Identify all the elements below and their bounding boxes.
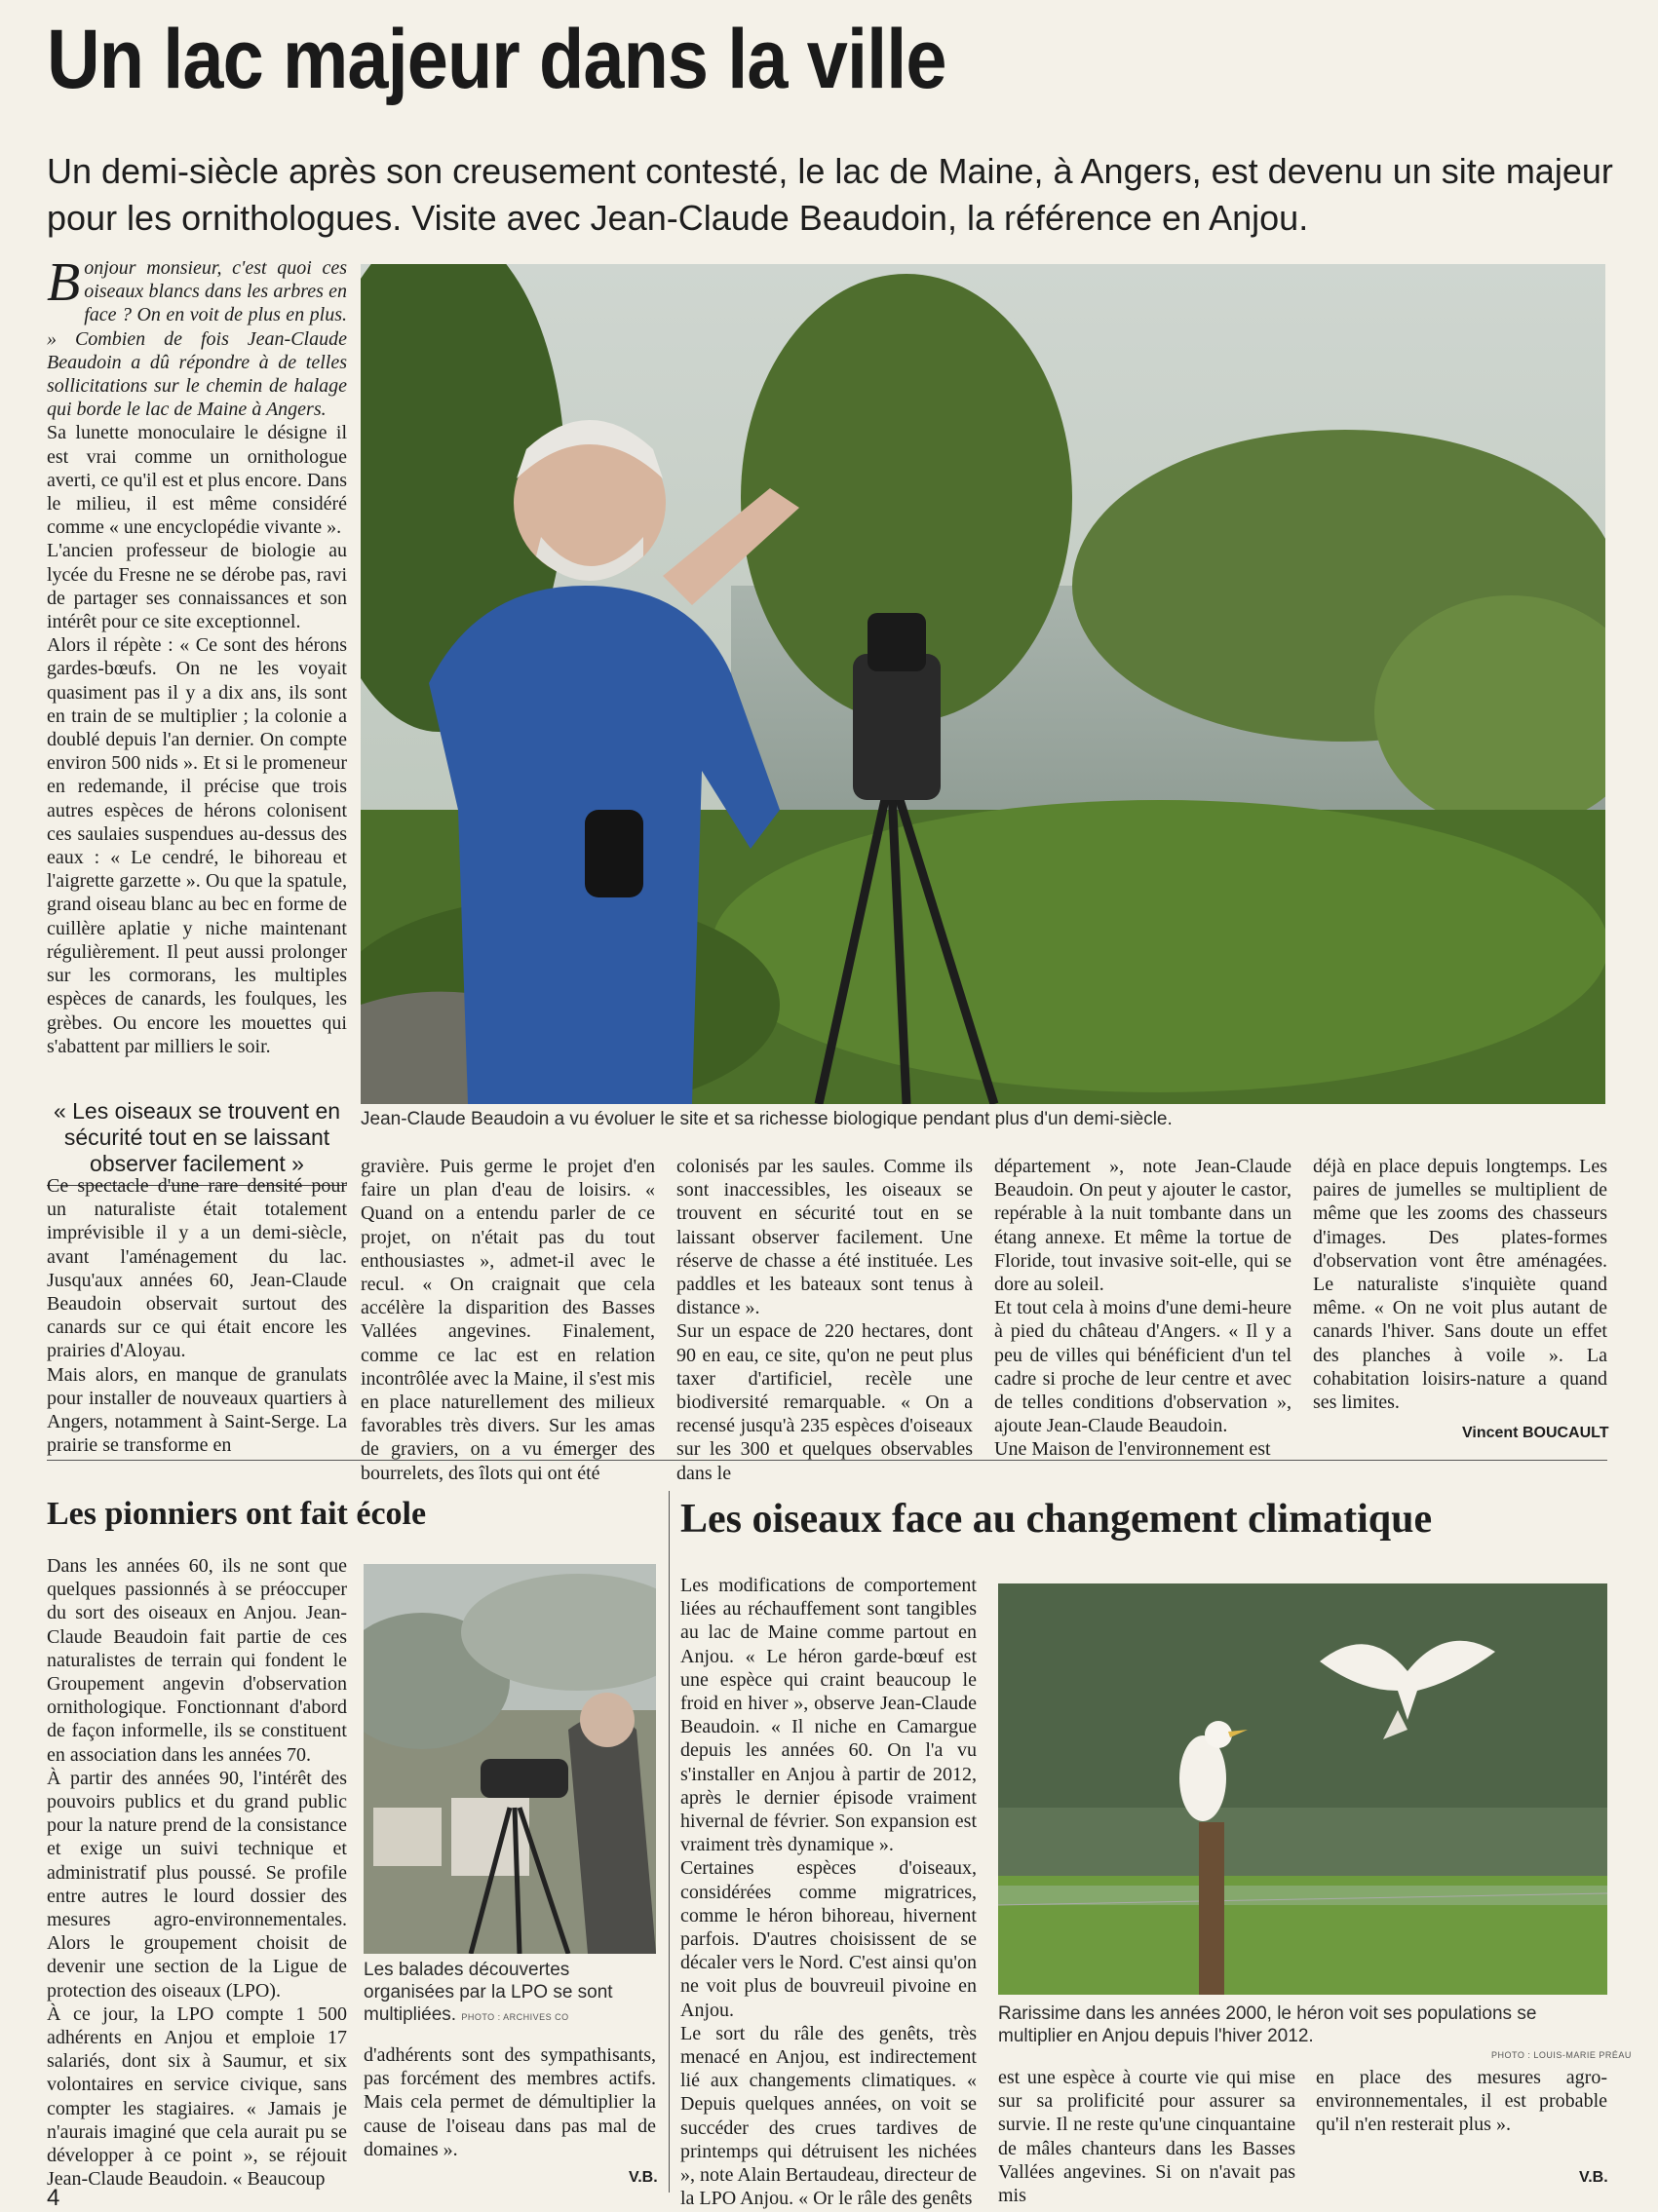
sidebar1-signature: V.B.: [629, 2169, 658, 2186]
dropcap: B: [47, 252, 81, 313]
sidebar1-title: Les pionniers ont fait école: [47, 1496, 427, 1532]
sidebar2-photo-caption: Rarissime dans les années 2000, le héron voit ses populations se multiplier en Anjou depuis l'hiver 2012.: [998, 2003, 1537, 2046]
sidebar2-photo: [998, 1583, 1607, 1995]
paragraph: Ce spectacle d'une rare densité pour un naturaliste était totalement imprévisible il y a un demi-siècle, avant l'aménagement du lac. Jusqu'aux années 60, Jean-Claude Beaudoin observait surtout des canards sur ce qui était encore les prairies d'Aloyau.: [47, 1175, 347, 1362]
paragraph: Et tout cela à moins d'une demi-heure à pied du château d'Angers. « Il y a peu de villes qui bénéficient d'un tel cadre si proche de leur centre et avec de telles conditions d'observation », ajoute Jean-Claude Beaudoin.: [994, 1297, 1292, 1437]
main-article-col5: [1313, 1155, 1607, 1414]
main-article-col4: [994, 1155, 1292, 1462]
paragraph: L'ancien professeur de biologie au lycée du Fresne ne se dérobe pas, ravi de partager ses connaissances et son intérêt pour ce site exceptionnel.: [47, 540, 347, 633]
photo-credit: PHOTO : LOUIS-MARIE PRÉAU: [1491, 2050, 1632, 2060]
paragraph: colonisés par les saules. Comme ils sont inaccessibles, les oiseaux se trouvent en sécurité tout en se laissant observer facilement. Une réserve de chasse a été instituée. Les paddles et les bateaux sont tenus à distance ».: [676, 1156, 973, 1319]
main-article-col1-top: [47, 252, 347, 1058]
sidebar2-signature: V.B.: [1579, 2169, 1608, 2186]
section-divider: [47, 1460, 1607, 1461]
pull-quote: « Les oiseaux se trouvent en sécurité tout en se laissant observer facilement »: [47, 1098, 347, 1186]
sidebar1-photo-image: [364, 1564, 656, 1954]
main-photo: [361, 264, 1605, 1104]
paragraph: Mais alors, en manque de granulats pour installer de nouveaux quartiers à Angers, notamment à Saint-Serge. La prairie se transforme en: [47, 1363, 347, 1457]
paragraph: Une Maison de l'environnement est: [994, 1438, 1271, 1461]
paragraph: Les modifications de comportement liées au réchauffement sont tangibles au lac de Maine comme partout en Anjou. « Le héron garde-bœuf est une espèce qui craint beaucoup le froid en hiver », observe Jean-Claude Beaudoin. « Il niche en Camargue depuis les années 60. On l'a vu s'installer en Anjou à partir de 2012, après le dernier épisode vraiment hivernal de février. Son expansion est vraiment très dynamique ».: [680, 1575, 977, 1856]
paragraph: Sa lunette monoculaire le désigne il est vrai comme un ornithologue averti, ce qu'il est et plus encore. Dans le milieu, il est même considéré comme « une encyclopédie vivante ».: [47, 422, 347, 539]
sidebar1-photo: [364, 1564, 656, 1954]
paragraph: gravière. Puis germe le projet d'en faire un plan d'eau de loisirs. « Quand on a entendu parler de ce projet, on n'était pas du tout enthousiastes », admet-il avec le recul. « On craignait que cela accélère la disparition des Basses Vallées angevines. Finalement, comme ce lac est en relation incontrôlée avec la Maine, il s'est mis en place naturellement des milieux favorables très divers. Sur les amas de graviers, on a vu émerger des bourrelets, des îlots qui ont été: [361, 1156, 655, 1484]
paragraph: À ce jour, la LPO compte 1 500 adhérents en Anjou et emploie 17 salariés, dont six à Saumur, et six volontaires en service civique, sans compter les stagiaires. « Jamais je n'aurais imaginé que cela aurait pu se développer à ce point », se réjouit Jean-Claude Beaudoin. « Beaucoup: [47, 2002, 347, 2191]
main-article-col3: [676, 1155, 973, 1485]
sidebar2-photo-image: [998, 1583, 1607, 1995]
paragraph: département », note Jean-Claude Beaudoin. On peut y ajouter le castor, repérable à la nuit tombante dans un étang annexe. Et même la tortue de Floride, tout invasive soit-elle, qui se dore au soleil.: [994, 1156, 1292, 1296]
sidebar2-title: Les oiseaux face au changement climatique: [680, 1497, 1433, 1542]
paragraph: en place des mesures agro-environnementales, il est probable qu'il n'en resterait plus ».: [1316, 2067, 1607, 2136]
headline: Un lac majeur dans la ville: [47, 13, 946, 106]
paragraph: Dans les années 60, ils ne sont que quelques passionnés à se préoccuper du sort des oiseaux en Anjou. Jean-Claude Beaudoin fait partie de ces naturalistes de terrain qui fondent le Groupement angevin d'observation ornithologique. Fonctionnant d'abord de façon informelle, ils se constituent en association dans les années 70.: [47, 1555, 347, 1766]
paragraph: Le sort du râle des genêts, très menacé en Anjou, est indirectement lié aux changements climatiques. « Depuis quelques années, on voit se succéder des crues tardives de printemps qui détruisent les nichées », note Alain Bertaudeau, directeur de la LPO Anjou. « Or le râle des genêts: [680, 2022, 977, 2210]
photo-credit: PHOTO : ARCHIVES CO: [461, 2012, 569, 2022]
author-signature: Vincent BOUCAULT: [1462, 1425, 1609, 1441]
main-article-col2: [361, 1155, 655, 1485]
paragraph: Sur un espace de 220 hectares, dont 90 en eau, ce site, qu'on ne peut plus taxer d'artificiel, recèle une biodiversité remarquable. « On a recensé jusqu'à 235 espèces d'oiseaux sur les 300 et quelques observables dans le: [676, 1320, 973, 1484]
page-number: 4: [47, 2185, 60, 2211]
paragraph: Alors il répète : « Ce sont des hérons gardes-bœufs. On ne les voyait quasiment pas il y a dix ans, ils sont en train de se multiplier ; la colonie a doublé depuis l'an dernier. On compte environ 500 nids ». Et si le promeneur en redemande, il précise que trois autres espèces de hérons colonisent ces saulaies suspendues au-dessus des eaux : « Le cendré, le bihoreau et l'aigrette garzette ». Ou que la spatule, grand oiseau blanc au bec en forme de cuillère aplatie y niche maintenant régulièrement. Il peut aussi prolonger sur les cormorans, les multiples espèces de canards, les foulques, les grèbes. Ou encore les mouettes qui s'abattent par milliers le soir.: [47, 634, 347, 1057]
caption-text: Les balades découvertes organisées par la LPO se sont multipliées.: [364, 1960, 613, 2025]
paragraph: déjà en place depuis longtemps. Les paires de jumelles se multiplient de même que les zooms des chasseurs d'images. Des plates-formes d'observation vont être aménagées. Le naturaliste s'inquiète quand même. « On ne voit plus autant de canards l'hiver. Sans doute un effet des planches à voile ». La cohabitation loisirs-nature a quand ses limites.: [1313, 1156, 1607, 1414]
column-divider: [669, 1491, 670, 2193]
main-photo-image: [361, 264, 1605, 1104]
paragraph: Certaines espèces d'oiseaux, considérées comme migratrices, comme le héron bihoreau, hivernent parfois. D'autres choisissent de se décaler vers le Nord. C'est ainsi qu'on ne voit plus de bouvreuil pivoine en Anjou.: [680, 1857, 977, 2021]
main-photo-caption: Jean-Claude Beaudoin a vu évoluer le site et sa richesse biologique pendant plus d'un demi-siècle.: [361, 1109, 1173, 1129]
sidebar2-col3: [1316, 2066, 1607, 2137]
paragraph: est une espèce à courte vie qui mise sur sa prolificité pour assurer sa survie. Il ne reste qu'une cinquantaine de mâles chanteurs dans les Basses Vallées angevines. Si on n'avait pas mis: [998, 2067, 1295, 2207]
sidebar2-col2: [998, 2066, 1295, 2207]
paragraph: d'adhérents sont des sympathisants, pas forcément des membres actifs. Mais cela permet de démultiplier la cause de l'oiseau dans pas mal de domaines ».: [364, 2044, 656, 2160]
main-article-col1-bottom: [47, 1174, 347, 1457]
paragraph: À partir des années 90, l'intérêt des pouvoirs publics et du grand public pour la nature prend de la consistance et exige un suivi technique et administratif plus poussé. Se profile entre autres le lourd dossier des mesures agro-environnementales. Alors le groupement choisit de devenir une section de la Ligue de protection des oiseaux (LPO).: [47, 1767, 347, 2002]
paragraph: Bonjour monsieur, c'est quoi ces oiseaux blancs dans les arbres en face ? On en voit de plus en plus. » Combien de fois Jean-Claude Beaudoin a dû répondre à de telles sollicitations sur le chemin de halage qui borde le lac de Maine à Angers.: [47, 252, 347, 421]
sidebar1-col1: [47, 1554, 347, 2191]
sidebar1-photo-caption: [364, 1959, 656, 2029]
standfirst: Un demi-siècle après son creusement contesté, le lac de Maine, à Angers, est devenu un site majeur pour les ornithologues. Visite avec Jean-Claude Beaudoin, la référence en Anjou.: [47, 151, 1613, 238]
sidebar1-col2: [364, 2043, 656, 2161]
sidebar2-col1: [680, 1574, 977, 2210]
